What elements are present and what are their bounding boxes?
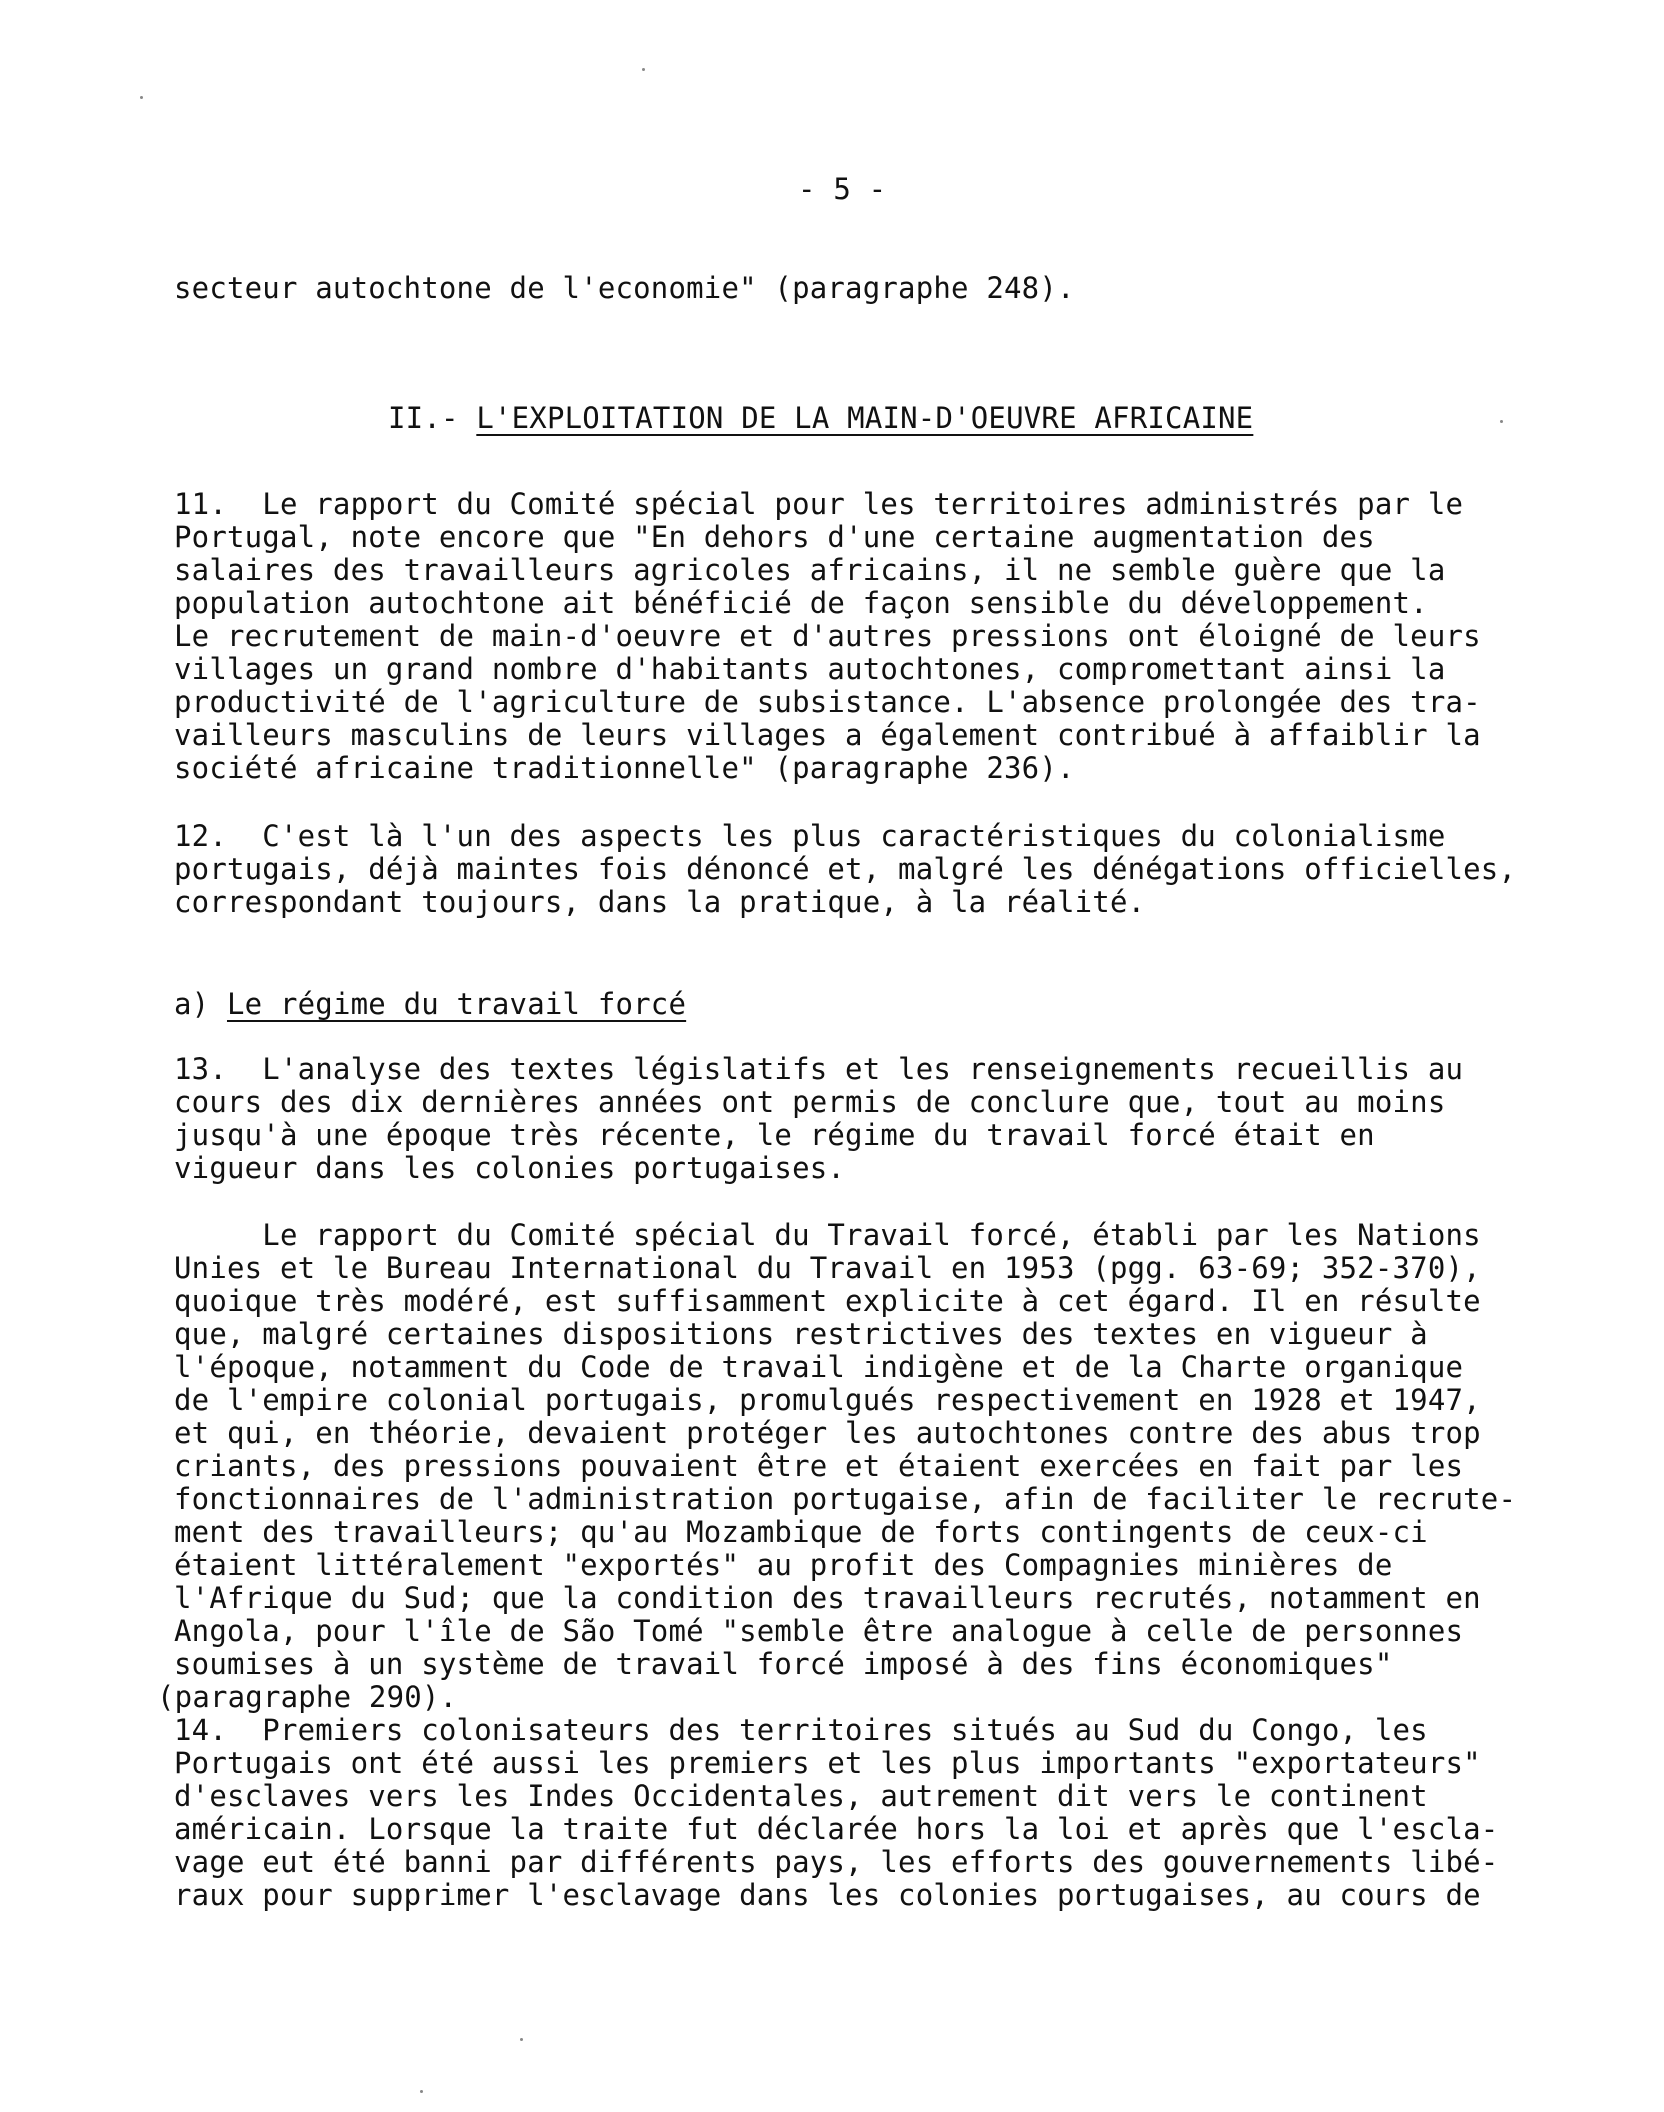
text-line: l'Afrique du Sud; que la condition des travailleurs recrutés, notamment en	[174, 1581, 1481, 1615]
text-line: d'esclaves vers les Indes Occidentales, autrement dit vers le continent	[174, 1779, 1428, 1813]
text-line: et qui, en théorie, devaient protéger les autochtones contre des abus trop	[174, 1416, 1481, 1450]
text-line: étaient littéralement "exportés" au profit des Compagnies minières de	[174, 1548, 1393, 1582]
text-line: fonctionnaires de l'administration portugaise, afin de faciliter le recrute-	[174, 1482, 1517, 1516]
text-line: vigueur dans les colonies portugaises.	[174, 1151, 846, 1185]
scan-speck	[520, 2038, 523, 2041]
text-line: 13. L'analyse des textes législatifs et les renseignements recueillis au	[174, 1052, 1464, 1086]
scan-speck	[1500, 420, 1503, 423]
text-line: (paragraphe 290).	[157, 1680, 458, 1714]
text-line: productivité de l'agriculture de subsistance. L'absence prolongée des tra-	[174, 685, 1481, 719]
section-number: II.-	[388, 401, 477, 435]
text-line: jusqu'à une époque très récente, le régime du travail forcé était en	[174, 1118, 1375, 1152]
section-heading	[388, 402, 1253, 435]
text-line: population autochtone ait bénéficié de façon sensible du développement.	[174, 586, 1428, 620]
text-line: Le recrutement de main-d'oeuvre et d'autres pressions ont éloigné de leurs	[174, 619, 1481, 653]
text-line: villages un grand nombre d'habitants autochtones, compromettant ainsi la	[174, 652, 1446, 686]
text-line: de l'empire colonial portugais, promulgués respectivement en 1928 et 1947,	[174, 1383, 1481, 1417]
intro-line: secteur autochtone de l'economie" (paragraphe 248).	[174, 271, 1075, 305]
text-line: Portugal, note encore que "En dehors d'une certaine augmentation des	[174, 520, 1375, 554]
text-line: quoique très modéré, est suffisamment explicite à cet égard. Il en résulte	[174, 1284, 1481, 1318]
text-line: vailleurs masculins de leurs villages a également contribué à affaiblir la	[174, 718, 1481, 752]
text-line: correspondant toujours, dans la pratique, à la réalité.	[174, 885, 1146, 919]
text-line: l'époque, notamment du Code de travail indigène et de la Charte organique	[174, 1350, 1464, 1384]
text-line: Portugais ont été aussi les premiers et les plus importants "exportateurs"	[174, 1746, 1481, 1780]
text-line: criants, des pressions pouvaient être et étaient exercées en fait par les	[174, 1449, 1464, 1483]
text-line: société africaine traditionnelle" (paragraphe 236).	[174, 751, 1075, 785]
text-line: Unies et le Bureau International du Travail en 1953 (pgg. 63-69; 352-370),	[174, 1251, 1481, 1285]
text-line: américain. Lorsque la traite fut déclarée hors la loi et après que l'escla-	[174, 1812, 1499, 1846]
scan-speck	[420, 2090, 423, 2093]
text-line: portugais, déjà maintes fois dénoncé et, malgré les dénégations officielles,	[174, 852, 1517, 886]
text-line: 12. C'est là l'un des aspects les plus caractéristiques du colonialisme	[174, 819, 1446, 853]
text-line: cours des dix dernières années ont permis de conclure que, tout au moins	[174, 1085, 1446, 1119]
scan-speck	[140, 96, 143, 99]
text-line: Le rapport du Comité spécial du Travail forcé, établi par les Nations	[174, 1218, 1481, 1252]
scan-speck	[642, 68, 645, 71]
text-line: ment des travailleurs; qu'au Mozambique de forts contingents de ceux-ci	[174, 1515, 1428, 1549]
section-title: L'EXPLOITATION DE LA MAIN-D'OEUVRE AFRICAINE	[476, 401, 1254, 435]
text-line: raux pour supprimer l'esclavage dans les colonies portugaises, au cours de	[174, 1878, 1481, 1912]
text-line: vage eut été banni par différents pays, les efforts des gouvernements libé-	[174, 1845, 1499, 1879]
text-line: salaires des travailleurs agricoles africains, il ne semble guère que la	[174, 553, 1446, 587]
text-line: 14. Premiers colonisateurs des territoires situés au Sud du Congo, les	[174, 1713, 1428, 1747]
page-number: - 5 -	[798, 172, 887, 206]
subheading-prefix: a)	[174, 987, 227, 1021]
subheading-title: Le régime du travail forcé	[226, 987, 687, 1021]
text-line: Angola, pour l'île de São Tomé "semble être analogue à celle de personnes	[174, 1614, 1464, 1648]
text-line: soumises à un système de travail forcé imposé à des fins économiques"	[174, 1647, 1393, 1681]
text-line: que, malgré certaines dispositions restrictives des textes en vigueur à	[174, 1317, 1428, 1351]
subheading	[174, 988, 686, 1021]
text-line: 11. Le rapport du Comité spécial pour les territoires administrés par le	[174, 487, 1464, 521]
